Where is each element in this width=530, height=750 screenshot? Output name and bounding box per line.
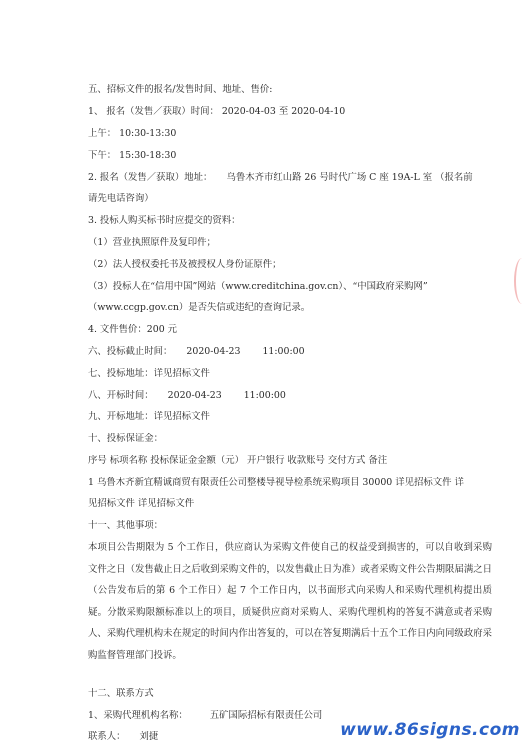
signup-address-cont: 请先电话咨询）	[88, 193, 154, 204]
signup-address-value: 乌鲁木齐市红山路 26 号时代广场 C 座 19A-L 室 （报名前	[226, 172, 473, 183]
signup-time-line	[88, 106, 494, 118]
bid-address: 七、投标地址：详见招标文件	[88, 368, 210, 379]
section-11-title: 十一、其他事项：	[88, 520, 164, 531]
signup-time-value: 2020-04-03 至 2020-04-10	[221, 106, 346, 117]
watermark-link[interactable]: www.86signs.com	[340, 720, 520, 740]
other-matters-paragraph: 本项目公告期限为 5 个工作日，供应商认为采购文件使自己的权益受到损害的，可以自收到采购文件之日（发售截止日之后收到采购文件的，以发售截止日为准）或者采购文件公告期限届满之日（公告发布后的第 6 个工作日）起 7 个工作日内，以书面形式向采购人和采购代理机构提出质疑。分散采购限额标准以上的项目，质疑供应商对采购人、采购代理机构的答复不满意或者采购人、采购代理机构未在规定的时间内作出答复的，可以在答复期满后十五个工作日内向同级政府采购监督管理部门投诉。	[88, 542, 492, 661]
section-12-title: 十二、联系方式	[88, 688, 154, 699]
signup-time-label: 1、 报名（发售／获取）时间：	[88, 106, 219, 117]
required-doc-1: （1）营业执照原件及复印件；	[88, 237, 216, 248]
bid-deadline-date: 2020-04-23	[186, 346, 241, 357]
agency-value: 五矿国际招标有限责任公司	[209, 710, 323, 721]
required-docs-title: 3. 投标人购买标书时应提交的资料：	[88, 215, 241, 226]
afternoon-hours: 下午： 15:30-18:30	[88, 150, 177, 161]
deposit-table-row: 1 乌鲁木齐新宜精诚商贸有限责任公司整楼导视导检系统采购项目 30000 详见招标文件 详	[88, 477, 464, 488]
section-5-title: 五、招标文件的报名/发售时间、地址、售价:	[88, 84, 273, 95]
required-doc-2: （2）法人授权委托书及被授权人身份证原件；	[88, 259, 282, 270]
bid-deadline-time: 11:00:00	[262, 346, 305, 357]
contact-value: 刘捷	[139, 731, 159, 742]
document-price: 4. 文件售价：200 元	[88, 324, 178, 335]
opening-time-label: 八、开标时间：	[88, 390, 154, 401]
bid-deadline-label: 六、投标截止时间：	[88, 346, 173, 357]
signup-address-label: 2. 报名（发售／获取）地址：	[88, 172, 213, 183]
deposit-table-row-cont: 见招标文件 详见招标文件	[88, 498, 195, 509]
section-10-title: 十、投标保证金：	[88, 433, 164, 444]
opening-time-date: 2020-04-23	[167, 390, 222, 401]
opening-address: 九、开标地址：详见招标文件	[88, 411, 210, 422]
opening-time-time: 11:00:00	[243, 390, 286, 401]
opening-time-line	[88, 390, 494, 402]
required-doc-3-cont: （www.ccgp.gov.cn）是否失信或违纪的查询记录。	[88, 302, 311, 313]
agency-label: 1、采购代理机构名称：	[88, 710, 188, 721]
seal-stamp-edge	[514, 258, 530, 304]
morning-hours: 上午： 10:30-13:30	[88, 128, 177, 139]
required-doc-3: （3）投标人在“信用中国”网站（www.creditchina.gov.cn）、“中国政府采购网”	[88, 281, 428, 292]
bid-deadline-line	[88, 346, 494, 358]
deposit-table-header: 序号 标项名称 投标保证金金额（元） 开户银行 收款账号 交付方式 备注	[88, 455, 388, 466]
contact-label: 联系人：	[88, 731, 126, 742]
signup-address-line	[88, 172, 494, 184]
